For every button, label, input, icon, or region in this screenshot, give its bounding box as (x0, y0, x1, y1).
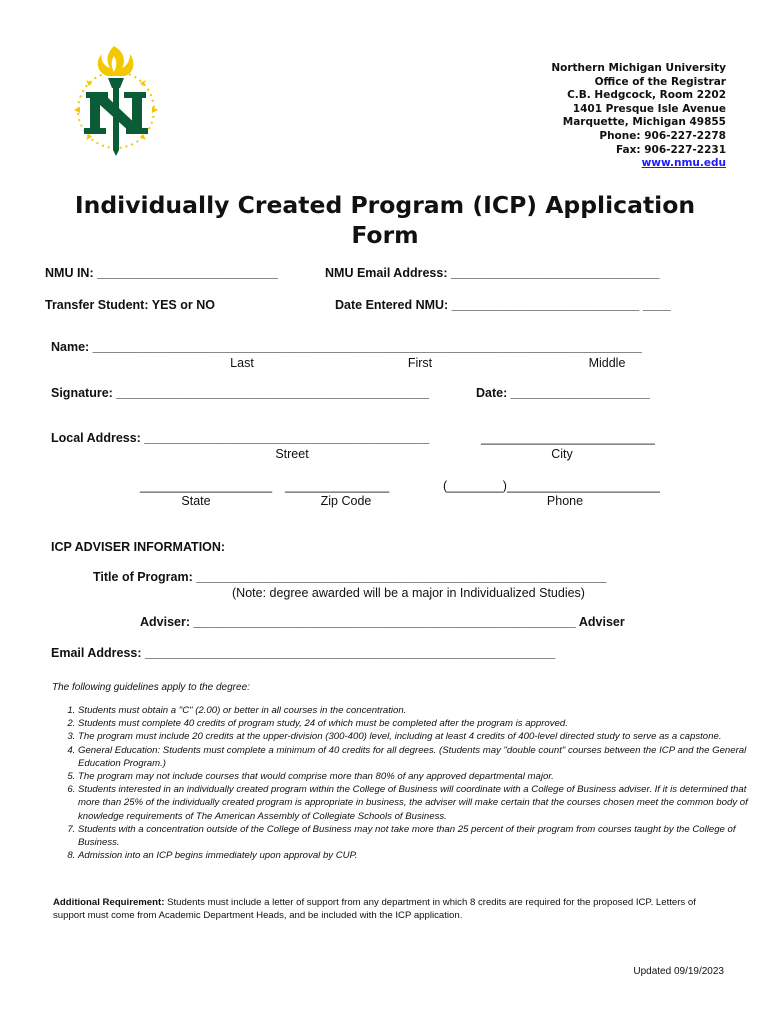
signature-field[interactable]: Signature: _____________________________________________ (51, 386, 430, 400)
title-line-2: Form (351, 221, 419, 249)
guideline-item: 6. Students interested in an individually created program within the College of Business will coordinate with a College of Business adviser. If it is determined that more than 25% of the individually created program is appropriate in business, the adviser will make certain that the courses chosen meet the common body of knowledge requirements of The American Assembly of Collegiate Schools of Business. (78, 783, 750, 823)
university-name: Northern Michigan University (551, 62, 726, 74)
adviser-info-heading: ICP ADVISER INFORMATION: (51, 540, 226, 554)
registrar-address-block (551, 62, 726, 171)
city-address: Marquette, Michigan 49855 (562, 116, 726, 129)
adviser-field[interactable]: Adviser: _______________________________________________________ Adviser (140, 615, 625, 629)
guideline-item: 8. Admission into an ICP begins immediately upon approval by CUP. (78, 849, 750, 862)
guideline-item: 5. The program may not include courses that would comprise more than 80% of any approved departmental major. (78, 770, 750, 783)
transfer-student-field[interactable]: Transfer Student: YES or NO (45, 298, 215, 312)
city-label: City (551, 447, 573, 461)
name-middle-label: Middle (588, 356, 626, 370)
zip-input-line[interactable]: _______________ (285, 479, 390, 493)
guideline-item: 7. Students with a concentration outside of the College of Business may not take more than 25 percent of their program from courses taught by the College of Business. (78, 823, 750, 849)
name-last-label: Last (230, 356, 254, 370)
additional-requirement-label: Additional Requirement: (53, 897, 165, 908)
updated-date: Updated 09/19/2023 (633, 966, 724, 977)
name-field[interactable]: Name: _______________________________________________________________________________ (51, 340, 642, 354)
degree-note: (Note: degree awarded will be a major in Individualized Studies) (232, 586, 585, 600)
guideline-item: 3. The program must include 20 credits at the upper-division (300-400) level, including at least 4 credits of 400-level directed study to serve as a capstone. (78, 730, 750, 743)
state-label: State (181, 494, 211, 508)
additional-requirement (53, 896, 725, 923)
fax-number: Fax: 906-227-2231 (615, 143, 726, 156)
guidelines-list (52, 704, 750, 862)
additional-requirement-text: Students must include a letter of support from any department in which 8 credits are required for the proposed ICP. Letters of support must come from Academic Department Heads, and be included with the ICP application. (53, 897, 696, 922)
local-address-field[interactable]: Local Address: _________________________________________ (51, 431, 430, 445)
title-line-1: Individually Created Program (ICP) Application (74, 191, 696, 219)
guidelines-intro: The following guidelines apply to the degree: (52, 682, 250, 693)
street-label: Street (275, 447, 309, 461)
adviser-email-field[interactable]: Email Address: ___________________________________________________________ (51, 646, 556, 660)
date-entered-field[interactable]: Date Entered NMU: ___________________________ ____ (335, 298, 671, 312)
phone-label: Phone (546, 494, 584, 508)
phone-number: Phone: 906-227-2278 (599, 129, 726, 142)
building: C.B. Hedgcock, Room 2202 (567, 89, 726, 102)
guideline-item: 4. General Education: Students must complete a minimum of 40 credits for all degrees. (Students may "double count" courses between the ICP and the General Education Program.) (78, 744, 750, 770)
nmu-in-field[interactable]: NMU IN: __________________________ (45, 266, 278, 280)
guideline-item: 1. Students must obtain a "C" (2.00) or better in all courses in the concentration. (78, 704, 750, 717)
city-input-line[interactable]: _________________________ (481, 431, 655, 445)
website-link[interactable]: www.nmu.edu (641, 157, 726, 170)
nmu-email-field[interactable]: NMU Email Address: ______________________________ (325, 266, 660, 280)
name-first-label: First (407, 356, 433, 370)
title-of-program-field[interactable]: Title of Program: ___________________________________________________________ (93, 570, 607, 584)
office-name: Office of the Registrar (594, 75, 726, 88)
street-address: 1401 Presque Isle Avenue (572, 102, 726, 115)
page-title (0, 190, 770, 250)
torch-n-logo-icon (64, 44, 168, 156)
state-input-line[interactable]: ___________________ (140, 479, 273, 493)
date-field[interactable]: Date: ____________________ (476, 386, 650, 400)
zip-label: Zip Code (320, 494, 372, 508)
guideline-item: 2. Students must complete 40 credits of program study, 24 of which must be completed after the program is approved. (78, 717, 750, 730)
phone-input-line[interactable]: (________)______________________ (443, 479, 660, 493)
nmu-logo (64, 44, 168, 156)
